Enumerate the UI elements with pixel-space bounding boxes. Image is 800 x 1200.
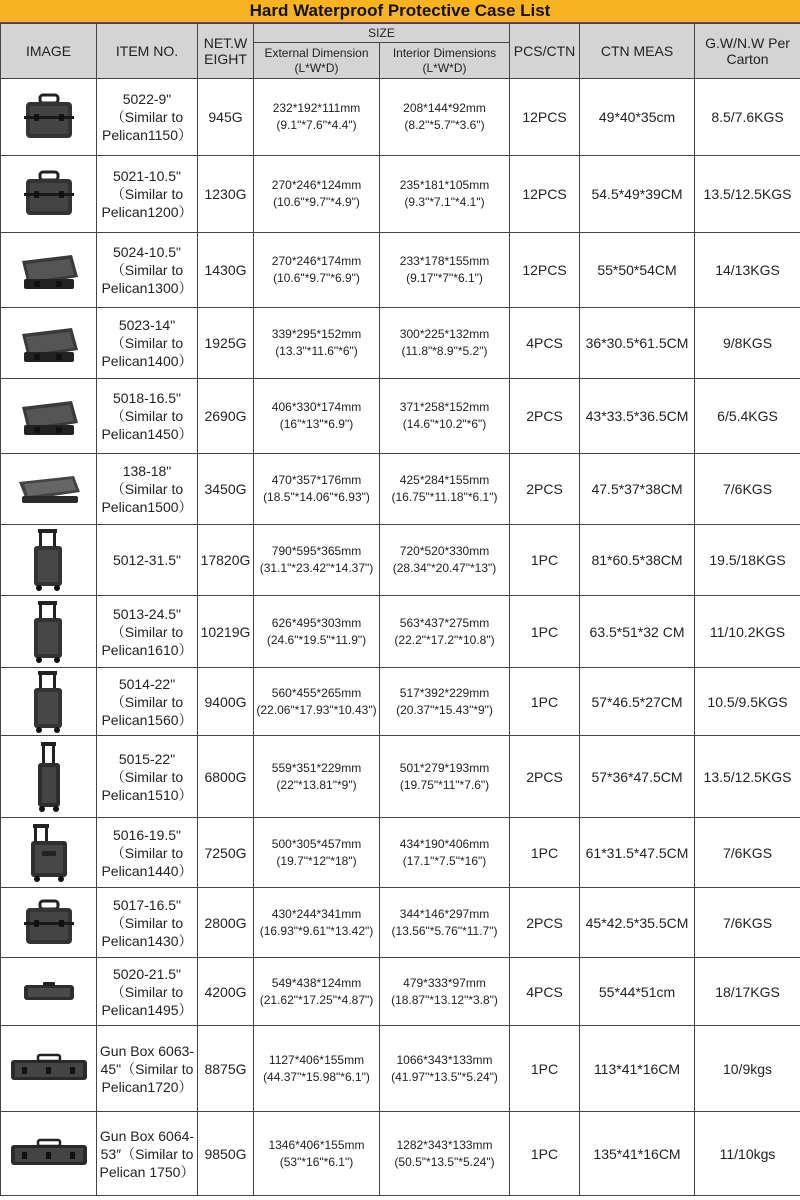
header-interior-unit: (L*W*D) (422, 60, 467, 75)
interior-dimension-cell (380, 1026, 510, 1112)
gross-net-weight-cell: 11/10.2KGS (695, 596, 800, 668)
item-number-line: 5012-31.5" (112, 552, 182, 568)
interior-dimension-line: 371*258*152mm (399, 400, 490, 414)
interior-dimension-line: 208*144*92mm (403, 101, 486, 115)
carton-measure-cell: 81*60.5*38CM (580, 525, 695, 596)
external-dimension-cell (254, 1026, 380, 1112)
item-number-line: 5017-16.5" (112, 896, 182, 913)
external-dimension-line: (24.6"*19.5"*11.9") (266, 632, 367, 647)
item-number-cell (97, 1026, 198, 1112)
interior-dimension-cell (380, 525, 510, 596)
gross-net-weight-cell: 6/5.4KGS (695, 379, 800, 454)
carton-measure-cell: 113*41*16CM (580, 1026, 695, 1112)
item-number-line: Pelican1400） (101, 353, 193, 369)
external-dimension-cell (254, 1112, 380, 1196)
interior-dimension-line: 479*333*97mm (403, 975, 486, 990)
external-dimension-line: 549*438*124mm (271, 975, 362, 990)
interior-dimension-cell (380, 818, 510, 888)
interior-dimension-line: (22.2"*17.2"*10.8") (394, 632, 495, 647)
header-size: SIZE (254, 24, 510, 43)
external-dimension-cell (254, 79, 380, 156)
carton-measure-cell: 43*33.5*36.5CM (580, 379, 695, 454)
item-number-line: Pelican1300） (101, 280, 193, 296)
item-number-line: （Similar to (110, 844, 184, 861)
item-number-line: 5015-22" (118, 750, 176, 767)
item-number-line: Pelican1430） (101, 932, 193, 949)
interior-dimension-line: (20.37"*15.43"*9") (396, 702, 493, 717)
item-number-cell (97, 888, 198, 958)
gross-net-weight-cell: 18/17KGS (695, 958, 800, 1026)
interior-dimension-line: 1066*343*133mm (396, 1052, 493, 1067)
case-image-cell (1, 454, 97, 525)
tall-trolley-case-icon (1, 741, 96, 813)
item-number-line: 5013-24.5" (112, 605, 182, 622)
case-image-cell (1, 888, 97, 958)
external-dimension-line: 339*295*152mm (271, 327, 362, 341)
header-item-no: ITEM NO. (97, 24, 198, 79)
gun-case-icon (1, 1137, 96, 1171)
pcs-per-carton-cell: 12PCS (510, 233, 580, 308)
gross-net-weight-cell: 11/10kgs (695, 1112, 800, 1196)
pcs-per-carton-cell: 1PC (510, 1026, 580, 1112)
case-image-cell (1, 1026, 97, 1112)
net-weight-cell: 6800G (198, 736, 254, 818)
external-dimension-line: 790*595*365mm (271, 544, 362, 558)
external-dimension-line: 1346*406*155mm (268, 1137, 365, 1152)
item-number-line: （Similar to (110, 623, 184, 640)
pcs-per-carton-cell: 1PC (510, 525, 580, 596)
item-number-line: Pelican1610） (101, 641, 193, 658)
interior-dimension-cell (380, 233, 510, 308)
net-weight-cell: 8875G (198, 1026, 254, 1112)
open-case-icon (1, 320, 96, 366)
carton-measure-cell: 61*31.5*47.5CM (580, 818, 695, 888)
table-header (1, 24, 800, 79)
cube-trolley-case-icon (1, 823, 96, 883)
carton-measure-cell: 54.5*49*39CM (580, 156, 695, 233)
table-row (1, 958, 800, 1026)
item-number-cell (97, 818, 198, 888)
item-number-line: Pelican1510） (101, 786, 193, 803)
external-dimension-cell (254, 308, 380, 379)
item-number-cell (97, 308, 198, 379)
net-weight-cell: 9850G (198, 1112, 254, 1196)
gross-net-weight-cell: 7/6KGS (695, 818, 800, 888)
table-row (1, 596, 800, 668)
pcs-per-carton-cell: 2PCS (510, 379, 580, 454)
item-number-line: 5016-19.5" (112, 826, 182, 843)
gross-net-weight-cell: 14/13KGS (695, 233, 800, 308)
item-number-line: Pelican1150） (101, 127, 193, 143)
item-number-cell (97, 596, 198, 668)
table-row (1, 525, 800, 596)
net-weight-cell: 1230G (198, 156, 254, 233)
external-dimension-line: (22.06"*17.93"*10.43") (256, 702, 377, 717)
item-number-line: Pelican1495） (101, 1001, 193, 1018)
item-number-cell (97, 525, 198, 596)
interior-dimension-line: 501*279*193mm (399, 760, 490, 775)
gun-case-icon (1, 1052, 96, 1086)
header-external-label: External Dimension (264, 45, 369, 60)
item-number-line: Pelican1440） (101, 862, 193, 879)
carton-measure-cell: 45*42.5*35.5CM (580, 888, 695, 958)
item-number-cell (97, 79, 198, 156)
interior-dimension-line: (9.17"*7"*6.1") (406, 271, 483, 285)
external-dimension-line: (53"*16"*6.1") (279, 1154, 354, 1169)
item-number-line: Pelican1450） (101, 426, 193, 442)
interior-dimension-line: (18.87"*13.12"*3.8") (391, 992, 498, 1007)
table-row (1, 1026, 800, 1112)
item-number-cell (97, 736, 198, 818)
pcs-per-carton-cell: 2PCS (510, 888, 580, 958)
small-case-icon (1, 898, 96, 948)
carton-measure-cell: 49*40*35cm (580, 79, 695, 156)
net-weight-cell: 1430G (198, 233, 254, 308)
small-case-icon (1, 92, 96, 142)
interior-dimension-cell (380, 596, 510, 668)
item-number-line: 5020-21.5" (112, 965, 182, 982)
item-number-line: （Similar to (110, 109, 184, 125)
net-weight-cell: 10219G (198, 596, 254, 668)
case-image-cell (1, 1112, 97, 1196)
trolley-case-icon (1, 670, 96, 734)
item-number-cell (97, 233, 198, 308)
interior-dimension-line: (16.75"*11.18"*6.1") (391, 490, 498, 504)
case-image-cell (1, 958, 97, 1026)
item-number-line: （Similar to (110, 481, 184, 497)
case-image-cell (1, 233, 97, 308)
item-number-cell (97, 668, 198, 736)
header-image: IMAGE (1, 24, 97, 79)
interior-dimension-cell (380, 79, 510, 156)
external-dimension-line: 270*246*124mm (271, 178, 362, 192)
interior-dimension-line: 233*178*155mm (399, 254, 490, 268)
item-number-line: （Similar to (110, 262, 184, 278)
external-dimension-cell (254, 596, 380, 668)
pcs-per-carton-cell: 1PC (510, 1112, 580, 1196)
item-number-line: Gun Box 6064- (99, 1127, 195, 1144)
table-row (1, 736, 800, 818)
table-row (1, 233, 800, 308)
external-dimension-line: 560*455*265mm (271, 685, 362, 700)
external-dimension-line: (10.6"*9.7"*4.9") (273, 195, 360, 209)
open-case-icon (1, 247, 96, 293)
item-number-line: 5022-9" (122, 91, 172, 107)
item-number-line: （Similar to (110, 768, 184, 785)
gross-net-weight-cell: 8.5/7.6KGS (695, 79, 800, 156)
external-dimension-line: (44.37"*15.98"*6.1") (263, 1069, 370, 1084)
table-row (1, 79, 800, 156)
table-row (1, 1112, 800, 1196)
header-interior-label: Interior Dimensions (392, 45, 497, 60)
interior-dimension-line: (28.34"*20.47"*13") (392, 561, 497, 575)
external-dimension-line: 232*192*111mm (272, 101, 361, 115)
interior-dimension-cell (380, 1112, 510, 1196)
carton-measure-cell: 57*46.5*27CM (580, 668, 695, 736)
external-dimension-line: (9.1"*7.6"*4.4") (276, 118, 357, 132)
net-weight-cell: 7250G (198, 818, 254, 888)
external-dimension-cell (254, 525, 380, 596)
interior-dimension-line: 235*181*105mm (399, 178, 490, 192)
header-pcs-ctn: PCS/CTN (510, 24, 580, 79)
net-weight-cell: 9400G (198, 668, 254, 736)
external-dimension-line: (13.3"*11.6"*6") (275, 344, 358, 358)
external-dimension-line: 406*330*174mm (271, 400, 362, 414)
interior-dimension-line: (19.75"*11"*7.6") (399, 777, 490, 792)
external-dimension-cell (254, 888, 380, 958)
pcs-per-carton-cell: 1PC (510, 818, 580, 888)
external-dimension-line: 1127*406*155mm (268, 1052, 365, 1067)
trolley-case-icon (1, 528, 96, 592)
table-row (1, 156, 800, 233)
external-dimension-line: (16"*13"*6.9") (279, 417, 354, 431)
external-dimension-line: (21.62"*17.25"*4.87") (259, 992, 374, 1007)
item-number-line: （Similar to (110, 983, 184, 1000)
external-dimension-line: 626*495*303mm (271, 615, 362, 630)
slim-case-icon (1, 980, 96, 1004)
case-image-cell (1, 596, 97, 668)
external-dimension-line: 270*246*174mm (271, 254, 362, 268)
table-row (1, 308, 800, 379)
item-number-line: Gun Box 6063- (99, 1042, 195, 1059)
external-dimension-cell (254, 233, 380, 308)
item-number-line: （Similar to (110, 186, 184, 202)
flat-case-icon (1, 470, 96, 508)
carton-measure-cell: 63.5*51*32 CM (580, 596, 695, 668)
pcs-per-carton-cell: 4PCS (510, 958, 580, 1026)
item-number-line: Pelican1560） (101, 711, 193, 728)
case-image-cell (1, 156, 97, 233)
pcs-per-carton-cell: 2PCS (510, 454, 580, 525)
table-body (1, 79, 800, 1196)
external-dimension-line: (19.7"*12"*18") (276, 853, 357, 868)
item-number-cell (97, 379, 198, 454)
item-number-line: （Similar to (110, 408, 184, 424)
gross-net-weight-cell: 9/8KGS (695, 308, 800, 379)
net-weight-cell: 3450G (198, 454, 254, 525)
external-dimension-cell (254, 668, 380, 736)
interior-dimension-cell (380, 156, 510, 233)
interior-dimension-line: 434*190*406mm (399, 836, 490, 851)
interior-dimension-line: 1282*343*133mm (396, 1137, 493, 1152)
item-number-cell (97, 1112, 198, 1196)
item-number-line: （Similar to (110, 335, 184, 351)
pcs-per-carton-cell: 4PCS (510, 308, 580, 379)
header-net-weight: NET.W EIGHT (198, 24, 254, 79)
item-number-line: 5018-16.5" (112, 390, 182, 406)
item-number-line: 5024-10.5" (112, 244, 182, 260)
header-ctn-meas: CTN MEAS (580, 24, 695, 79)
external-dimension-cell (254, 958, 380, 1026)
item-number-cell (97, 156, 198, 233)
case-image-cell (1, 379, 97, 454)
net-weight-cell: 4200G (198, 958, 254, 1026)
gross-net-weight-cell: 10.5/9.5KGS (695, 668, 800, 736)
table-row (1, 668, 800, 736)
external-dimension-line: 470*357*176mm (271, 473, 362, 487)
external-dimension-line: 559*351*229mm (271, 760, 362, 775)
carton-measure-cell: 55*44*51cm (580, 958, 695, 1026)
item-number-cell (97, 454, 198, 525)
pcs-per-carton-cell: 1PC (510, 596, 580, 668)
header-external (254, 43, 380, 79)
small-case-icon (1, 169, 96, 219)
interior-dimension-line: 563*437*275mm (399, 615, 490, 630)
table-row (1, 888, 800, 958)
net-weight-cell: 2800G (198, 888, 254, 958)
item-number-line: 138-18" (122, 463, 172, 479)
interior-dimension-line: (13.56"*5.76"*11.7") (391, 923, 498, 938)
external-dimension-line: (18.5"*14.06"*6.93") (263, 490, 370, 504)
net-weight-cell: 2690G (198, 379, 254, 454)
gross-net-weight-cell: 10/9kgs (695, 1026, 800, 1112)
pcs-per-carton-cell: 1PC (510, 668, 580, 736)
external-dimension-cell (254, 818, 380, 888)
interior-dimension-line: 720*520*330mm (399, 544, 490, 558)
case-image-cell (1, 308, 97, 379)
item-number-line: Pelican1200） (101, 204, 193, 220)
interior-dimension-line: (14.6"*10.2"*6") (402, 417, 487, 431)
pcs-per-carton-cell: 12PCS (510, 156, 580, 233)
open-case-icon (1, 393, 96, 439)
carton-measure-cell: 36*30.5*61.5CM (580, 308, 695, 379)
header-external-unit: (L*W*D) (294, 60, 339, 75)
interior-dimension-cell (380, 379, 510, 454)
pcs-per-carton-cell: 2PCS (510, 736, 580, 818)
external-dimension-line: 500*305*457mm (271, 836, 362, 851)
external-dimension-line: 430*244*341mm (271, 906, 362, 921)
external-dimension-cell (254, 379, 380, 454)
carton-measure-cell: 55*50*54CM (580, 233, 695, 308)
case-image-cell (1, 818, 97, 888)
interior-dimension-line: 517*392*229mm (399, 685, 490, 700)
page-title: Hard Waterproof Protective Case List (0, 0, 800, 23)
external-dimension-line: (10.6"*9.7"*6.9") (273, 271, 360, 285)
case-image-cell (1, 736, 97, 818)
item-number-line: 5014-22" (118, 675, 176, 692)
gross-net-weight-cell: 19.5/18KGS (695, 525, 800, 596)
header-gw-nw: G.W/N.W Per Carton (695, 24, 800, 79)
interior-dimension-line: (41.97"*13.5"*5.24") (391, 1069, 498, 1084)
external-dimension-line: (16.93"*9.61"*13.42") (259, 923, 374, 938)
interior-dimension-cell (380, 888, 510, 958)
net-weight-cell: 945G (198, 79, 254, 156)
item-number-line: 45"（Similar to (100, 1060, 194, 1077)
interior-dimension-line: 300*225*132mm (399, 327, 490, 341)
header-interior (380, 43, 510, 79)
interior-dimension-cell (380, 454, 510, 525)
carton-measure-cell: 47.5*37*38CM (580, 454, 695, 525)
external-dimension-line: (22"*13.81"*9") (276, 777, 357, 792)
gross-net-weight-cell: 7/6KGS (695, 888, 800, 958)
carton-measure-cell: 135*41*16CM (580, 1112, 695, 1196)
interior-dimension-line: 425*284*155mm (399, 473, 490, 487)
item-number-line: 53″（Similar to (100, 1145, 194, 1162)
external-dimension-cell (254, 736, 380, 818)
interior-dimension-line: (11.8"*8.9"*5.2") (401, 344, 488, 358)
case-image-cell (1, 668, 97, 736)
table-row (1, 818, 800, 888)
case-image-cell (1, 79, 97, 156)
gross-net-weight-cell: 7/6KGS (695, 454, 800, 525)
trolley-case-icon (1, 600, 96, 664)
interior-dimension-cell (380, 308, 510, 379)
external-dimension-line: (31.1"*23.42"*14.37") (259, 561, 374, 575)
carton-measure-cell: 57*36*47.5CM (580, 736, 695, 818)
interior-dimension-cell (380, 668, 510, 736)
item-number-line: Pelican1500） (101, 499, 193, 515)
item-number-line: 5023-14" (118, 317, 176, 333)
item-number-line: Pelican1720） (101, 1078, 193, 1095)
interior-dimension-line: (8.2"*5.7"*3.6") (404, 118, 485, 132)
case-image-cell (1, 525, 97, 596)
gross-net-weight-cell: 13.5/12.5KGS (695, 736, 800, 818)
case-list-table (0, 23, 800, 1196)
item-number-cell (97, 958, 198, 1026)
table-row (1, 379, 800, 454)
item-number-line: 5021-10.5" (112, 168, 182, 184)
pcs-per-carton-cell: 12PCS (510, 79, 580, 156)
interior-dimension-cell (380, 736, 510, 818)
item-number-line: Pelican 1750） (99, 1163, 195, 1180)
net-weight-cell: 1925G (198, 308, 254, 379)
table-row (1, 454, 800, 525)
interior-dimension-line: (50.5"*13.5"*5.24") (394, 1154, 495, 1169)
item-number-line: （Similar to (110, 693, 184, 710)
interior-dimension-line: (17.1"*7.5"*16") (402, 853, 487, 868)
item-number-line: （Similar to (110, 914, 184, 931)
interior-dimension-cell (380, 958, 510, 1026)
external-dimension-cell (254, 156, 380, 233)
interior-dimension-line: 344*146*297mm (399, 906, 490, 921)
interior-dimension-line: (9.3"*7.1"*4.1") (404, 195, 485, 209)
external-dimension-cell (254, 454, 380, 525)
net-weight-cell: 17820G (198, 525, 254, 596)
gross-net-weight-cell: 13.5/12.5KGS (695, 156, 800, 233)
